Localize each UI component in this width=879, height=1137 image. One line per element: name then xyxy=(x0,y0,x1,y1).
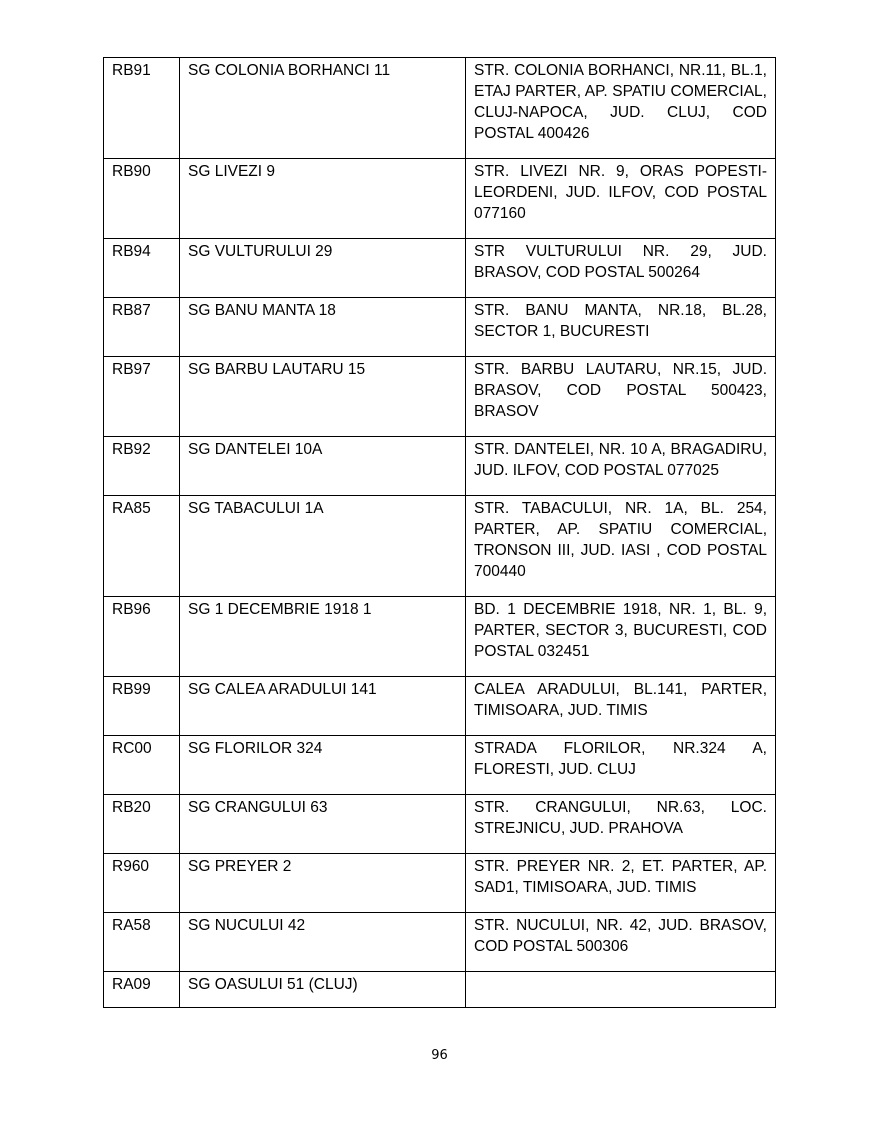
store-name: SG FLORILOR 324 xyxy=(180,736,466,795)
store-address: STR. BANU MANTA, NR.18, BL.28, SECTOR 1, BUCURESTI xyxy=(466,298,776,357)
store-code: R960 xyxy=(104,854,180,913)
store-code: RB92 xyxy=(104,437,180,496)
table-row xyxy=(104,913,776,972)
table-row xyxy=(104,357,776,437)
store-name: SG COLONIA BORHANCI 11 xyxy=(180,58,466,159)
store-code: RA85 xyxy=(104,496,180,597)
table-row xyxy=(104,58,776,159)
table-row xyxy=(104,972,776,1008)
store-code: RA09 xyxy=(104,972,180,1008)
table-row xyxy=(104,597,776,677)
store-address: STRADA FLORILOR, NR.324 A, FLORESTI, JUD. CLUJ xyxy=(466,736,776,795)
table-row xyxy=(104,677,776,736)
store-name: SG OASULUI 51 (CLUJ) xyxy=(180,972,466,1008)
store-name: SG DANTELEI 10A xyxy=(180,437,466,496)
table-row xyxy=(104,298,776,357)
store-code: RB99 xyxy=(104,677,180,736)
store-code: RB90 xyxy=(104,159,180,239)
store-code: RA58 xyxy=(104,913,180,972)
table-row xyxy=(104,159,776,239)
table-row xyxy=(104,496,776,597)
store-code: RC00 xyxy=(104,736,180,795)
store-address: STR. BARBU LAUTARU, NR.15, JUD. BRASOV, COD POSTAL 500423, BRASOV xyxy=(466,357,776,437)
store-name: SG 1 DECEMBRIE 1918 1 xyxy=(180,597,466,677)
page-number: 96 xyxy=(431,1048,448,1063)
store-address: STR. PREYER NR. 2, ET. PARTER, AP. SAD1, TIMISOARA, JUD. TIMIS xyxy=(466,854,776,913)
store-address: STR. DANTELEI, NR. 10 A, BRAGADIRU, JUD. ILFOV, COD POSTAL 077025 xyxy=(466,437,776,496)
store-code: RB91 xyxy=(104,58,180,159)
store-address xyxy=(466,972,776,1008)
store-name: SG BARBU LAUTARU 15 xyxy=(180,357,466,437)
table-row xyxy=(104,854,776,913)
store-address: STR. LIVEZI NR. 9, ORAS POPESTI-LEORDENI, JUD. ILFOV, COD POSTAL 077160 xyxy=(466,159,776,239)
store-code: RB94 xyxy=(104,239,180,298)
store-name: SG CALEA ARADULUI 141 xyxy=(180,677,466,736)
store-address: STR. TABACULUI, NR. 1A, BL. 254, PARTER, AP. SPATIU COMERCIAL, TRONSON III, JUD. IASI , COD POSTAL 700440 xyxy=(466,496,776,597)
store-code: RB87 xyxy=(104,298,180,357)
store-name: SG TABACULUI 1A xyxy=(180,496,466,597)
store-name: SG PREYER 2 xyxy=(180,854,466,913)
table-row xyxy=(104,736,776,795)
store-address: STR. COLONIA BORHANCI, NR.11, BL.1, ETAJ PARTER, AP. SPATIU COMERCIAL, CLUJ-NAPOCA, JUD. CLUJ, COD POSTAL 400426 xyxy=(466,58,776,159)
stores-table xyxy=(103,57,776,1008)
store-name: SG NUCULUI 42 xyxy=(180,913,466,972)
store-address: STR VULTURULUI NR. 29, JUD. BRASOV, COD POSTAL 500264 xyxy=(466,239,776,298)
store-name: SG CRANGULUI 63 xyxy=(180,795,466,854)
store-address: BD. 1 DECEMBRIE 1918, NR. 1, BL. 9, PARTER, SECTOR 3, BUCURESTI, COD POSTAL 032451 xyxy=(466,597,776,677)
store-name: SG VULTURULUI 29 xyxy=(180,239,466,298)
store-address: CALEA ARADULUI, BL.141, PARTER, TIMISOARA, JUD. TIMIS xyxy=(466,677,776,736)
store-name: SG BANU MANTA 18 xyxy=(180,298,466,357)
store-name: SG LIVEZI 9 xyxy=(180,159,466,239)
store-address: STR. NUCULUI, NR. 42, JUD. BRASOV, COD POSTAL 500306 xyxy=(466,913,776,972)
store-code: RB96 xyxy=(104,597,180,677)
store-code: RB20 xyxy=(104,795,180,854)
table-row xyxy=(104,239,776,298)
table-row xyxy=(104,795,776,854)
table-row xyxy=(104,437,776,496)
store-code: RB97 xyxy=(104,357,180,437)
store-address: STR. CRANGULUI, NR.63, LOC. STREJNICU, JUD. PRAHOVA xyxy=(466,795,776,854)
